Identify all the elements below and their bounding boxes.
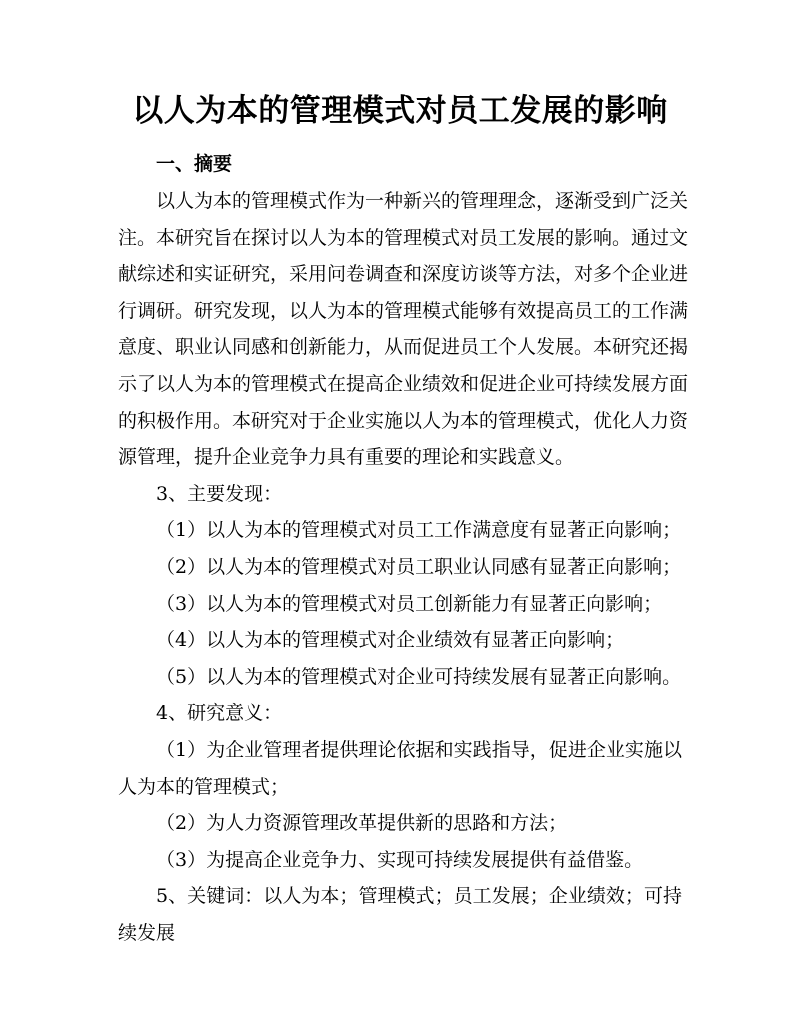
significance-item: （1）为企业管理者提供理论依据和实践指导，促进企业实施以人为本的管理模式； bbox=[118, 738, 682, 798]
findings-list bbox=[118, 512, 682, 695]
finding-item: （3）以人为本的管理模式对员工创新能力有显著正向影响； bbox=[156, 592, 663, 615]
significance-item: （2）为人力资源管理改革提供新的思路和方法； bbox=[156, 812, 568, 835]
abstract-line: 献综述和实证研究，采用问卷调查和深度访谈等方法，对多个企业进 bbox=[118, 263, 689, 286]
abstract-line: 行调研。研究发现，以人为本的管理模式能够有效提高员工的工作满 bbox=[118, 299, 689, 322]
abstract-heading: 一、摘要 bbox=[156, 153, 233, 175]
finding-item: （5）以人为本的管理模式对企业可持续发展有显著正向影响。 bbox=[156, 665, 682, 688]
abstract-paragraph bbox=[118, 183, 689, 476]
findings-heading: 3、主要发现： bbox=[156, 482, 283, 505]
abstract-line: 源管理，提升企业竞争力具有重要的理论和实践意义。 bbox=[118, 446, 575, 469]
abstract-line: 的积极作用。本研究对于企业实施以人为本的管理模式，优化人力资 bbox=[118, 409, 689, 432]
significance-item: （3）为提高企业竞争力、实现可持续发展提供有益借鉴。 bbox=[156, 848, 644, 871]
document-title: 以人为本的管理模式对员工发展的影响 bbox=[132, 93, 668, 129]
significance-heading: 4、研究意义： bbox=[156, 702, 283, 725]
abstract-line: 以人为本的管理模式作为一种新兴的管理理念，逐渐受到广泛关 bbox=[156, 190, 689, 212]
abstract-line: 意度、职业认同感和创新能力，从而促进员工个人发展。本研究还揭 bbox=[118, 336, 689, 359]
keywords-line: 5、关键词：以人为本；管理模式；员工发展；企业绩效；可持续发展 bbox=[118, 885, 682, 944]
significance-list bbox=[118, 732, 682, 878]
finding-item: （4）以人为本的管理模式对企业绩效有显著正向影响； bbox=[156, 629, 625, 652]
finding-item: （1）以人为本的管理模式对员工工作满意度有显著正向影响； bbox=[156, 519, 682, 542]
finding-item: （2）以人为本的管理模式对员工职业认同感有显著正向影响； bbox=[156, 555, 682, 578]
abstract-line: 注。本研究旨在探讨以人为本的管理模式对员工发展的影响。通过文 bbox=[118, 226, 689, 249]
abstract-line: 示了以人为本的管理模式在提高企业绩效和促进企业可持续发展方面 bbox=[118, 372, 689, 395]
